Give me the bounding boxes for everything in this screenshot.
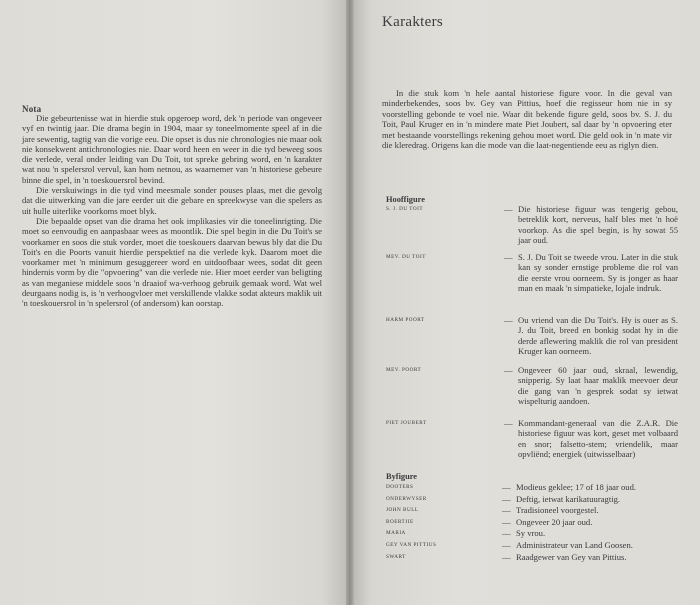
cast-desc: Ongeveer 20 jaar oud. xyxy=(516,516,593,527)
nota-paragraph: Die gebeurtenisse wat in hierdie stuk opgeroep word, dek 'n periode van ongeveer vyf en twintig jaar. Die drama begin in 1904, maar sy toneelmomente speel af in die jare sewentig, tagtig van die vorige eeu. Die opset is dus nie chronologies nie maar ook nie konsekwent antichronologies nie. Daar word heen en weer in die tyd beweeg soos die verlede, veral onder leiding van Du Toit, tot spreke gebring word, en 'n karakter wat nou 'n spelersrol vervul, kan hom netnou, as waarnemer van 'n historiese gebeure binne die spel, in 'n toeskouersrol bevind. xyxy=(22,113,322,185)
cast-row xyxy=(386,418,678,474)
hooffigure-list xyxy=(386,204,678,474)
cast-desc: Deftig, ietwat karikatuuragtig. xyxy=(516,493,621,504)
cast-desc: Die historiese figuur was tengerig gebou, betreklik kort, nerveus, half bles met 'n hoë voorkop. As die spel begin, is hy sowat 55 jaar oud. xyxy=(518,204,678,246)
cast-row xyxy=(386,365,678,418)
karakters-intro xyxy=(382,88,672,150)
cast-dash: — xyxy=(504,204,513,214)
cast-dash: — xyxy=(504,252,513,262)
nota-paragraph: Die bepaalde opset van die drama het ook implikasies vir die toneelinrigting. Die moet so eenvoudig en aanpasbaar wees as moontlik. Die spel begin in die Du Toit's se voorkamer en soos die stuk vorder, moet die toeskouers daarvan bewus bly dat die Du Toit's en die Poorts vanuit hierdie perspektief na die verlede kyk. Daarom moet die voorkamer met 'n minimum gesuggereer word en uitdoofbaar wees, sodat dit geen hindernis vorm by die "opvoering" van die verlede nie. Hier moet eerder van beligting as van meganiese middele soos 'n draaiof wa-verhoog gebruik gemaak word. Wat wel deurgaans nodig is, is 'n verhoogvloer met verskillende vlakke sodat akteurs maklik uit 'n toeskouersrol in 'n spelersrol (of andersom) kan oorstap. xyxy=(22,215,322,309)
page-title: Karakters xyxy=(382,14,444,30)
cast-desc: Raadgewer van Gey van Pittius. xyxy=(516,551,627,562)
hooffigure-heading: Hooffigure xyxy=(386,195,425,204)
cast-row xyxy=(386,528,678,540)
cast-dash: — xyxy=(504,315,513,325)
cast-desc: Sy vrou. xyxy=(516,528,546,539)
cast-row xyxy=(386,204,678,252)
cast-dash: — xyxy=(502,482,511,492)
cast-desc: Ou vriend van die Du Toit's. Hy is ouer as S. J. du Toit, breed en bonkig sodat hy in die derde aflewering maklik die rol van president Kruger kan oorneem. xyxy=(518,315,678,357)
nota-paragraph: Die verskuiwings in die tyd vind meesmale sonder pouses plaas, met die gevolg dat die uitwerking van die jare eerder uit die gebare en spreekwyse van die spelers as uit hulle uiterlike voorkoms moet blyk. xyxy=(22,185,322,216)
book-gutter xyxy=(346,0,354,605)
nota-heading: Nota xyxy=(22,104,42,114)
cast-name: BOERTJIE xyxy=(386,518,414,525)
cast-desc: Ongeveer 60 jaar oud, skraal, lewendig, snipperig. Sy laat haar maklik meevoer deur die gang van 'n gesprek sodat sy ietwat wispelturig aandoen. xyxy=(518,365,678,407)
cast-row xyxy=(386,494,678,506)
cast-name: DOOTERS xyxy=(386,484,414,490)
cast-dash: — xyxy=(502,493,511,504)
cast-name: JOHN BULL xyxy=(386,507,419,514)
cast-row xyxy=(386,315,678,365)
cast-desc: S. J. Du Toit se tweede vrou. Later in die stuk kan sy sonder ernstige probleme die rol van die eerste vrou oorneem. Sy is jonger as haar man en maak 'n simpatieke, lojale indruk. xyxy=(518,252,678,294)
cast-name: HARM POORT xyxy=(386,317,425,323)
cast-desc: Kommandant-generaal van die Z.A.R. Die historiese figuur was kort, geset met volbaard en snor; falsetto-stem; vriendelik, maar opvliënd; energiek (uitwisselbaar) xyxy=(518,418,678,460)
cast-name: SWART xyxy=(386,553,406,560)
cast-row xyxy=(386,552,678,564)
cast-desc: Administrateur van Land Goosen. xyxy=(516,539,633,550)
cast-row xyxy=(386,252,678,315)
cast-name: PIET JOUBERT xyxy=(386,420,427,426)
cast-name: S. J. DU TOIT xyxy=(386,206,424,212)
cast-dash: — xyxy=(502,551,511,562)
cast-dash: — xyxy=(502,505,511,516)
nota-body xyxy=(22,113,322,309)
cast-row xyxy=(386,505,678,517)
cast-name: GEY VAN PITTIUS xyxy=(386,541,437,548)
byfigure-list xyxy=(386,482,678,563)
cast-desc: Tradisioneel voorgestel. xyxy=(516,505,599,516)
cast-dash: — xyxy=(502,539,511,550)
cast-name: MARIA xyxy=(386,530,406,537)
byfigure-heading: Byfigure xyxy=(386,472,418,481)
cast-dash: — xyxy=(504,418,513,428)
cast-dash: — xyxy=(502,516,511,527)
cast-dash: — xyxy=(504,365,513,375)
cast-row xyxy=(386,517,678,529)
intro-paragraph: In die stuk kom 'n hele aantal historiese figure voor. In die geval van minderbekendes, soos bv. Gey van Pittius, hoef die regisseur hom nie in sy voorstelling gebonde te voel nie. Waar dit bekende figure geld, soos bv. S. J. du Toit, Paul Kruger en in 'n mindere mate Piet Joubert, sal daar by 'n opvoering eter met bestaande voorstellings rekening gehou moet word. Die geld ook in 'n mate vir die kleredrag. Origens kan die mode van die laat-negentiende eeu as riglyn dien. xyxy=(382,88,672,151)
cast-row xyxy=(386,482,678,494)
cast-dash: — xyxy=(502,528,511,539)
cast-desc: Modieus geklee; 17 of 18 jaar oud. xyxy=(516,482,637,492)
cast-name: MEV. DU TOIT xyxy=(386,254,426,260)
cast-name: MEV. POORT xyxy=(386,367,422,373)
cast-row xyxy=(386,540,678,552)
cast-name: ONDERWYSER xyxy=(386,495,427,502)
